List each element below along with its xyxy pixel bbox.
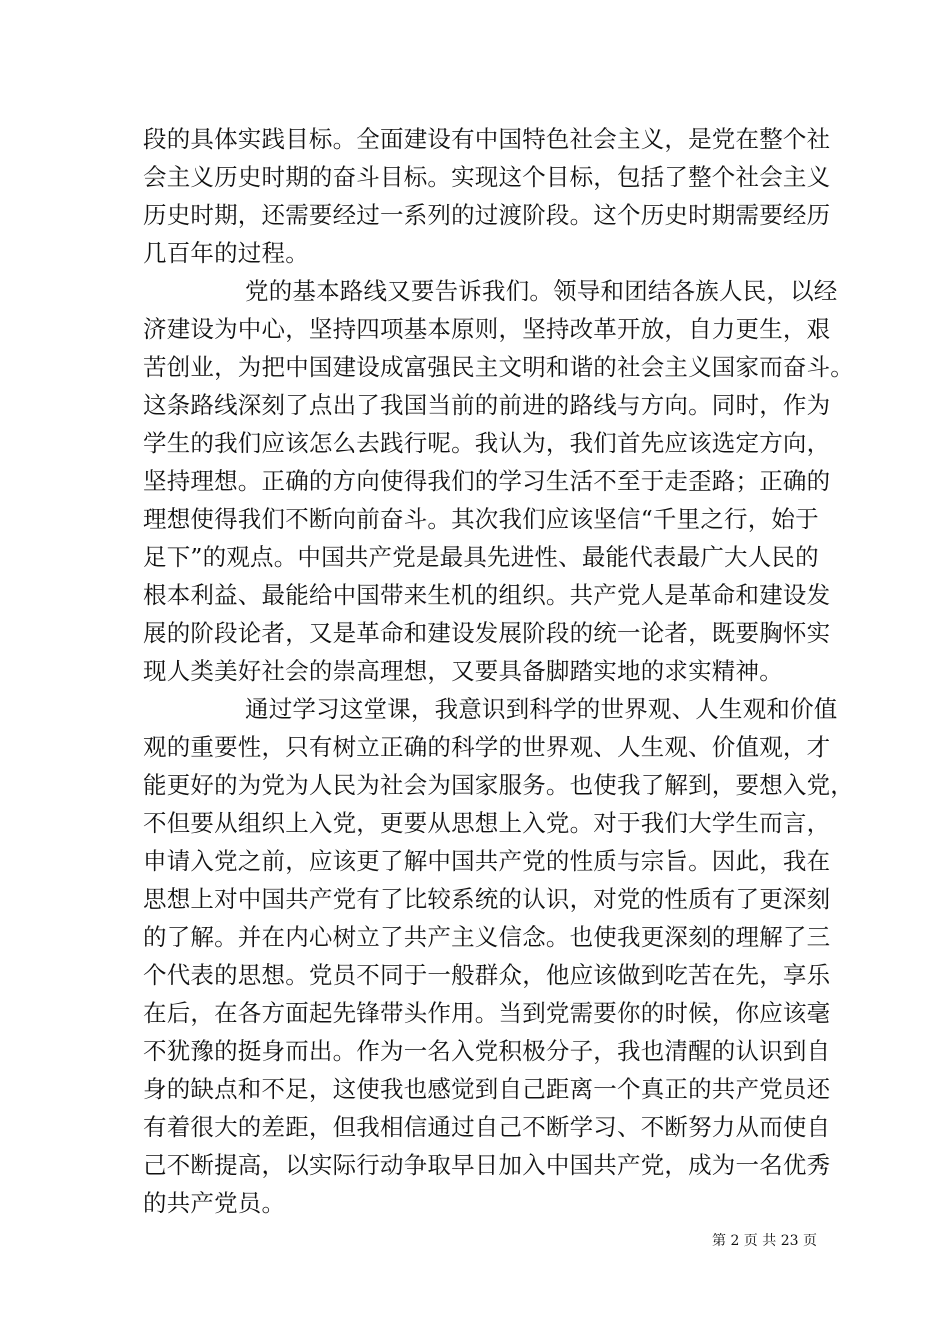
text-line: 段的具体实践目标。全面建设有中国特色社会主义，是党在整个社 (143, 125, 831, 153)
text-line: 思想上对中国共产党有了比较系统的认识，对党的性质有了更深刻 (143, 885, 831, 913)
text-line: 苦创业，为把中国建设成富强民主文明和谐的社会主义国家而奋斗。 (143, 353, 854, 381)
text-line: 坚持理想。正确的方向使得我们的学习生活不至于走歪路；正确的 (143, 467, 831, 495)
page-number-footer: 第 2 页 共 23 页 (712, 1233, 817, 1249)
text-line: 观的重要性，只有树立正确的科学的世界观、人生观、价值观，才 (143, 733, 831, 761)
text-line: 己不断提高，以实际行动争取早日加入中国共产党，成为一名优秀 (143, 1151, 831, 1179)
paragraph-first-line: 通过学习这堂课，我意识到科学的世界观、人生观和价值 (245, 695, 838, 723)
text-line: 理想使得我们不断向前奋斗。其次我们应该坚信“千里之行，始于 (143, 505, 819, 533)
text-line: 足下”的观点。中国共产党是最具先进性、最能代表最广大人民的 (143, 543, 819, 571)
text-line: 在后，在各方面起先锋带头作用。当到党需要你的时候，你应该毫 (143, 999, 831, 1027)
text-line: 个代表的思想。党员不同于一般群众，他应该做到吃苦在先，享乐 (143, 961, 831, 989)
text-line: 身的缺点和不足，这使我也感觉到自己距离一个真正的共产党员还 (143, 1075, 831, 1103)
text-line: 的共产党员。 (143, 1189, 286, 1217)
text-line: 申请入党之前，应该更了解中国共产党的性质与宗旨。因此，我在 (143, 847, 831, 875)
text-line: 不犹豫的挺身而出。作为一名入党积极分子，我也清醒的认识到自 (143, 1037, 831, 1065)
text-line: 展的阶段论者，又是革命和建设发展阶段的统一论者，既要胸怀实 (143, 619, 831, 647)
paragraph-first-line: 党的基本路线又要告诉我们。领导和团结各族人民，以经 (245, 277, 838, 305)
text-line: 有着很大的差距，但我相信通过自己不断学习、不断努力从而使自 (143, 1113, 831, 1141)
text-line: 能更好的为党为人民为社会为国家服务。也使我了解到，要想入党， (143, 771, 854, 799)
text-line: 的了解。并在内心树立了共产主义信念。也使我更深刻的理解了三 (143, 923, 831, 951)
text-line: 不但要从组织上入党，更要从思想上入党。对于我们大学生而言， (143, 809, 831, 837)
text-line: 学生的我们应该怎么去践行呢。我认为，我们首先应该选定方向， (143, 429, 831, 457)
text-line: 济建设为中心，坚持四项基本原则，坚持改革开放，自力更生，艰 (143, 315, 831, 343)
text-line: 几百年的过程。 (143, 239, 309, 267)
text-line: 会主义历史时期的奋斗目标。实现这个目标，包括了整个社会主义 (143, 163, 831, 191)
text-line: 根本利益、最能给中国带来生机的组织。共产党人是革命和建设发 (143, 581, 831, 609)
text-line: 现人类美好社会的崇高理想，又要具备脚踏实地的求实精神。 (143, 657, 783, 685)
text-line: 这条路线深刻了点出了我国当前的前进的路线与方向。同时，作为 (143, 391, 831, 419)
text-line: 历史时期，还需要经过一系列的过渡阶段。这个历史时期需要经历 (143, 201, 831, 229)
